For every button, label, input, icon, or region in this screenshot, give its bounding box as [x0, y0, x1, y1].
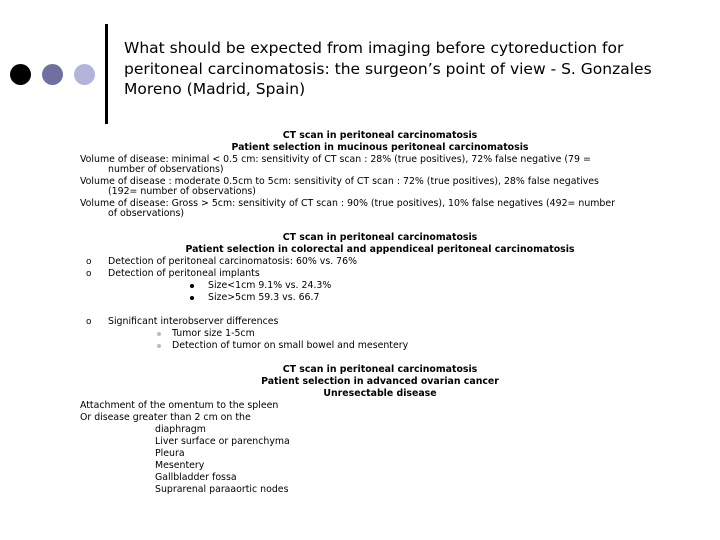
slide-title: What should be expected from imaging before cytoreduction for peritoneal carcinomatosis: the surgeon’s point of view - S. Gonzales Moreno (Madrid, Spain) — [124, 39, 652, 98]
s2-item-3-marker: o — [86, 317, 92, 327]
s2-sub-item-tumor-size: Tumor size 1-5cm — [172, 328, 255, 339]
s2-sub-bullet — [190, 284, 194, 288]
s3-heading-3: Unresectable disease — [323, 388, 437, 399]
s1-item-3-line-1: Volume of disease: Gross > 5cm: sensitivity of CT scan : 90% (true positives), 10% false negatives (492= number — [80, 198, 615, 209]
s3-heading-2: Patient selection in advanced ovarian cancer — [261, 376, 499, 387]
s2-sub-item-small-bowel: Detection of tumor on small bowel and mesentery — [172, 340, 409, 351]
s2-item-3: Significant interobserver differences — [108, 316, 279, 327]
s3-heading-1: CT scan in peritoneal carcinomatosis — [282, 364, 478, 375]
s2-sub-item-size-large: Size>5cm 59.3 vs. 66.7 — [208, 292, 320, 303]
s2-sub-bullet — [157, 344, 161, 348]
s2-sub-item-size-small: Size<1cm 9.1% vs. 24.3% — [208, 280, 332, 291]
s2-item-2: Detection of peritoneal implants — [108, 268, 260, 279]
s2-item-1-marker: o — [86, 257, 92, 267]
s3-site-pleura: Pleura — [155, 448, 185, 459]
s1-item-1-line-2: number of observations) — [108, 164, 224, 175]
s3-line-1: Attachment of the omentum to the spleen — [80, 400, 279, 411]
s3-site-gallbladder: Gallbladder fossa — [155, 472, 237, 483]
s3-site-liver: Liver surface or parenchyma — [155, 436, 290, 447]
s2-heading-2: Patient selection in colorectal and appendiceal peritoneal carcinomatosis — [185, 244, 575, 255]
s2-heading-1: CT scan in peritoneal carcinomatosis — [282, 232, 478, 243]
s2-item-1: Detection of peritoneal carcinomatosis: 60% vs. 76% — [108, 256, 358, 267]
s3-site-diaphragm: diaphragm — [155, 424, 206, 435]
s1-heading-2: Patient selection in mucinous peritoneal carcinomatosis — [231, 142, 529, 153]
s1-item-3-line-2: of observations) — [108, 208, 185, 219]
s1-item-1-line-1: Volume of disease: minimal < 0.5 cm: sensitivity of CT scan : 28% (true positives), 72% false negative (79 = — [80, 154, 591, 165]
s1-heading-1: CT scan in peritoneal carcinomatosis — [282, 130, 478, 141]
s3-line-2: Or disease greater than 2 cm on the — [80, 412, 251, 423]
s1-item-2-line-2: (192= number of observations) — [108, 186, 256, 197]
s3-site-nodes: Suprarenal paraaortic nodes — [155, 484, 289, 495]
s2-item-2-marker: o — [86, 269, 92, 279]
s3-site-mesentery: Mesentery — [155, 460, 205, 471]
s1-item-2-line-1: Volume of disease : moderate 0.5cm to 5cm: sensitivity of CT scan : 72% (true positives), 28% false negatives — [80, 176, 599, 187]
s2-sub-bullet — [157, 332, 161, 336]
s2-sub-bullet — [190, 296, 194, 300]
